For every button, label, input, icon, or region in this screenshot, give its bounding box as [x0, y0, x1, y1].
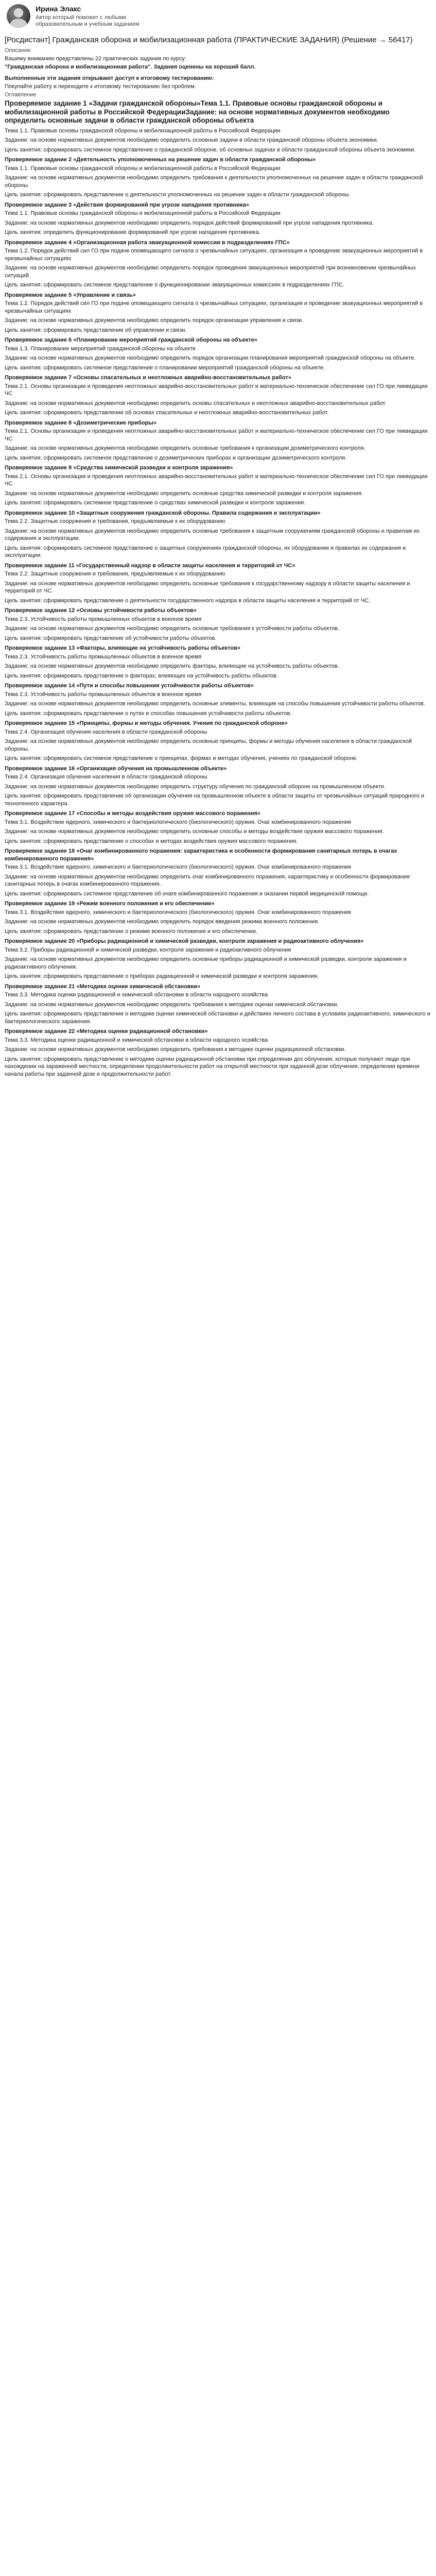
- description-paragraph: Покупайте работу и переходите к итоговому тестированию без проблем.: [5, 83, 196, 90]
- task-line: Задание: на основе нормативных документов необходимо определить основные способы и методы воздействия оружия массового поражения.: [5, 828, 384, 835]
- task-section: [5, 682, 431, 717]
- author-description: Автор который поможет с любыми образовательным и учебным заданием: [36, 14, 139, 27]
- task-line: Задание: на основе нормативных документов необходимо определить порядок введения режима военного положения.: [5, 919, 320, 925]
- description: [5, 55, 431, 90]
- task-line: Задание: на основе нормативных документов необходимо определить основные приборы радиационной и химической разведки, контроля заражения и радиоактивного облучения.: [5, 956, 407, 970]
- task-line: Тема 3.1. Воздействие ядерного, химического и бактериологического (биологического) оружия. Очаг комбинированного поражения: [5, 909, 352, 916]
- task-section: [5, 201, 431, 236]
- task-title: Проверяемое задание 2 «Деятельность уполномоченных на решение задач в области гражданской обороны»: [5, 157, 316, 163]
- task-line: Тема 2.3. Устойчивость работы промышленных объектов в военное время: [5, 691, 202, 698]
- task-title: Проверяемое задание 15 «Принципы, формы и методы обучения. Учения по гражданской обороне»: [5, 720, 288, 726]
- task-line: Задание: на основе нормативных документов необходимо определить порядок действий формирований при угрозе нападения противника.: [5, 219, 374, 226]
- task-line: Цель занятия: сформировать представление о методике оценки радиационной обстановки при определении доз облучения, которые получают люди при нахождении на зараженной местности, определении продолжительности работ на открытой местности при заданной дозе облучения, определении времени начала работы при заданной дозе и продолжительности работ.: [5, 1056, 420, 1077]
- task-line: Задание: на основе нормативных документов необходимо определить основные средства химической разведки и контроля заражения.: [5, 490, 363, 497]
- task-section: [5, 156, 431, 199]
- task-line: Задание: на основе нормативных документов необходимо определить порядок проведения эвакуационных мероприятий при возникновении чрезвычайных ситуаций.: [5, 265, 416, 279]
- task-line: Тема 2.4. Организация обучения населения в области гражданской обороны: [5, 774, 207, 780]
- task-title: Проверяемое задание 18 «Очаг комбинированного поражения: характеристика и особенности формирования санитарных потерь в очагах комбинированного поражения»: [5, 848, 397, 862]
- toc-label: Оглавление: [5, 92, 37, 98]
- task-line: Цель занятия: сформировать представление о деятельности государственного надзора в области защиты населения и территорий от ЧС.: [5, 597, 371, 604]
- task-line: Задание: на основе нормативных документов необходимо определить факторы, влияющие на устойчивость работы объектов.: [5, 663, 339, 669]
- task-line: Цель занятия: сформировать представление об устойчивости работы объектов.: [5, 635, 217, 641]
- task-section: [5, 765, 431, 808]
- task-line: Задание: на основе нормативных документов необходимо определить основные требования к организации дозиметрического контроля.: [5, 445, 365, 451]
- task-title: Проверяемое задание 9 «Средства химической разведки и контроля заражения»: [5, 465, 233, 471]
- task-line: Задание: на основе нормативных документов необходимо определить основные принципы, формы и методы обучения населения в области гражданской обороны.: [5, 738, 412, 752]
- task-line: Цель занятия: сформировать системное представление о принципах, формах и методах обучения, учениях по гражданской обороне.: [5, 755, 358, 761]
- avatar[interactable]: [7, 4, 30, 28]
- task-line: Задание: на основе нормативных документов необходимо определить основные требования к защитным сооружениям гражданской обороны и правилам их содержания и эксплуатации.: [5, 528, 420, 541]
- task-title: Проверяемое задание 13 «Факторы, влияющие на устойчивость работы объектов»: [5, 645, 240, 651]
- task-title: Проверяемое задание 10 «Защитные сооружения гражданской обороны. Правила содержания и эксплуатации»: [5, 510, 321, 516]
- task-section: [5, 645, 431, 680]
- task-line: Задание: на основе нормативных документов необходимо определить порядок организации планирования мероприятий гражданской обороны на объекте.: [5, 355, 416, 361]
- task-title: Проверяемое задание 8 «Дозиметрические приборы»: [5, 419, 156, 426]
- task-line: Цель занятия: сформировать представление о методике оценки химической обстановки и действиях личного состава в условиях радиоактивного, химического и бактериологического заражения.: [5, 1011, 430, 1025]
- task-section: [5, 562, 431, 605]
- task-section: [5, 983, 431, 1026]
- task-title: Проверяемое задание 17 «Способы и методы воздействия оружия массового поражения»: [5, 810, 261, 817]
- description-gap: [5, 72, 431, 74]
- task-line: Цель занятия: сформировать представление о деятельности уполномоченных на решение задач в области гражданской обороны.: [5, 192, 351, 198]
- task-section: [5, 810, 431, 845]
- task-line: Цель занятия: сформировать системное представление о средствах химической разведки и контроля заражения.: [5, 500, 306, 506]
- task-line: Тема 3.2. Приборы радиационной и химической разведки, контроля заражения и радиоактивного облучения: [5, 946, 291, 953]
- task-line: Задание: на основе нормативных документов необходимо определить порядок организации управления и связи.: [5, 317, 304, 324]
- task-section: [5, 292, 431, 334]
- task-line: Цель занятия: сформировать системное представление о планировании мероприятий гражданской обороны на объекте.: [5, 364, 325, 371]
- task-line: Задание: на основе нормативных документов необходимо определить требования к методике оценки химической обстановки.: [5, 1001, 339, 1008]
- task-line: Задание: на основе нормативных документов необходимо определить основные задачи в области гражданской обороны объекта экономики.: [5, 137, 378, 143]
- task-title: Проверяемое задание 19 «Режим военного положения и его обеспечение»: [5, 901, 215, 907]
- task-line: Цель занятия: сформировать представление о способах и методах воздействия оружия массового поражения.: [5, 838, 298, 844]
- task-line: Тема 3.3. Методика оценки радиационной и химической обстановки в области народного хозяйства: [5, 1037, 268, 1043]
- task-line: Задание: на основе нормативных документов необходимо определить основы спасательных и неотложных аварийно-восстановительных работ.: [5, 400, 387, 406]
- task-section: [5, 419, 431, 462]
- task-section: [5, 848, 431, 897]
- task-line: Задание: на основе нормативных документов необходимо определить структуру обучения по гражданской обороне на промышленном объекте.: [5, 783, 386, 790]
- task-section: [5, 374, 431, 417]
- task-line: Тема 2.1. Основы организации и проведения неотложных аварийно-восстановительных работ и материально-техническое обеспечение сил ГО при ликвидации ЧС: [5, 428, 428, 442]
- description-paragraph: Выполненные эти задания открывают доступ к итоговому тестированию:: [5, 75, 214, 81]
- task-title: Проверяемое задание 5 «Управление и связь»: [5, 292, 136, 298]
- description-label: Описание: [5, 47, 31, 54]
- task-line: Тема 1.1. Правовые основы гражданской обороны и мобилизационной работы в Российской Федерации: [5, 210, 281, 216]
- task-section: [5, 336, 431, 371]
- task-section: [5, 239, 431, 289]
- task-title: Проверяемое задание 14 «Пути и способы повышения устойчивости работы объектов»: [5, 683, 254, 689]
- task-line: Цель занятия: сформировать представление об организации обучения на промышленном объекте в области защиты от чрезвычайных ситуаций природного и техногенного характера.: [5, 793, 425, 807]
- task-section: [5, 607, 431, 642]
- task-line: Тема 2.4. Организация обучения населения в области гражданской обороны: [5, 728, 207, 735]
- task-line: Цель занятия: сформировать системное представление об очаге комбинированного поражения и оказании первой медицинской помощи.: [5, 890, 369, 897]
- author-header: [5, 0, 431, 34]
- task-line: Цель занятия: сформировать представление о приборах радиационной и химической разведки и контроля заражения.: [5, 973, 319, 979]
- task-section: [5, 900, 431, 935]
- task-line: Тема 2.2. Защитные сооружения и требования, предъявляемые к их оборудованию: [5, 571, 225, 577]
- task-title: Проверяемое задание 11 «Государственный надзор в области защиты населения и территорий от ЧС»: [5, 562, 295, 569]
- task-line: Тема 2.2. Защитные сооружения и требования, предъявляемые к их оборудованию: [5, 518, 225, 524]
- task-line: Тема 2.1. Основы организации и проведения неотложных аварийно-восстановительных работ и материально-техническое обеспечение сил ГО при ликвидации ЧС: [5, 473, 428, 487]
- task-line: Цель занятия: сформировать представление о путях и способах повышения устойчивости работы объектов.: [5, 710, 292, 717]
- task-title: Проверяемое задание 3 «Действия формирований при угрозе нападения противника»: [5, 201, 249, 208]
- task-line: Цель занятия: сформировать системное представление о функционировании эвакуационных комиссиях в подразделениях ГПС.: [5, 282, 344, 288]
- task-title: Проверяемое задание 6 «Планирование мероприятий гражданской обороны на объекте»: [5, 337, 257, 343]
- task-section: [5, 510, 431, 560]
- description-paragraph: Вашему вниманию представлены 22 практических задания по курсу:: [5, 56, 186, 62]
- task-line: Цель занятия: сформировать системное представление о защитных сооружениях гражданской обороны, их оборудовании и правилах их содержания и эксплуатации.: [5, 545, 406, 558]
- task-line: Цель занятия: сформировать представление о режиме военного положения и его обеспечении.: [5, 928, 258, 935]
- author-name[interactable]: Ирина Элакс: [36, 5, 81, 13]
- task-line: Тема 1.2. Порядок действий сил ГО при подаче оповещающего сигнала о чрезвычайных ситуациях, организация и проведение эвакуационных мероприятий в чрезвычайных ситуациях: [5, 300, 423, 314]
- task-line: Тема 3.1. Воздействие ядерного, химического и бактериологического (биологического) оружия. Очаг комбинированного поражения: [5, 819, 352, 825]
- task-line: Задание: на основе нормативных документов необходимо определить основные требования к устойчивости работы объектов.: [5, 625, 340, 632]
- task-line: Цель занятия: определить функционирование формирований при угрозе нападения противника.: [5, 229, 260, 235]
- task-line: Цель занятия: сформировать представление о факторах, влияющих на устойчивость работы объектов.: [5, 672, 278, 679]
- task-section: [5, 127, 431, 154]
- author-block: [36, 3, 149, 28]
- page: [0, 0, 436, 1090]
- task-line: Задание: на основе нормативных документов необходимо определить основные элементы, влияющие на способы повышения устойчивости работы объектов.: [5, 701, 425, 707]
- task-line: Цель занятия: сформировать представление об основах спасательных и неотложных аварийно-восстановительных работ.: [5, 410, 329, 416]
- task-line: Тема 1.3. Планирование мероприятий гражданской обороны на объекте: [5, 345, 196, 352]
- sections-list: [5, 127, 431, 1078]
- task-line: Цель занятия: сформировать представление об управлении и связи.: [5, 327, 187, 333]
- task-line: Тема 3.1. Воздействие ядерного, химического и бактериологического (биологического) оружия. Очаг комбинированного поражения: [5, 864, 352, 870]
- task-section: [5, 938, 431, 980]
- task-line: Задание: на основе нормативных документов необходимо определить основные требования к государственному надзору в области защиты населения и территорий от ЧС.: [5, 580, 410, 594]
- task-line: Тема 3.3. Методика оценки радиационной и химической обстановки в области народного хозяйства: [5, 992, 268, 998]
- task-section: [5, 464, 431, 507]
- task-line: Задание: на основе нормативных документов необходимо определить требования к деятельности уполномоченных на решение задач в области гражданской обороны.: [5, 175, 423, 189]
- task-title: Проверяемое задание 21 «Методика оценки химической обстановки»: [5, 983, 201, 990]
- task-section: [5, 1028, 431, 1078]
- task-line: Тема 2.3. Устойчивость работы промышленных объектов в военное время: [5, 653, 202, 660]
- page-title: [Росдистант] Гражданская оборона и мобилизационная работа (ПРАКТИЧЕСКИЕ ЗАДАНИЯ) (Решение → 56417): [5, 36, 413, 44]
- task-line: Цель занятия: сформировать системное представление о гражданской обороне, об основных задачах в области гражданской обороны объекта экономики.: [5, 146, 416, 153]
- first-topic-heading: Проверяемое задание 1 «Задачи гражданской обороны»Тема 1.1. Правовые основы гражданской обороны и мобилизационной работы в Российской ФедерацииЗадание: на основе нормативных документов необходимо определить основные задачи в области гражданской обороны объекта: [5, 99, 390, 124]
- task-section: [5, 720, 431, 762]
- task-title: Проверяемое задание 4 «Организационная работа эвакуационной комиссии в подразделениях ГПС»: [5, 239, 290, 246]
- task-line: Тема 2.1. Основы организации и проведения неотложных аварийно-восстановительных работ и материально-техническое обеспечение сил ГО при ликвидации ЧС: [5, 383, 428, 397]
- task-line: Тема 1.1. Правовые основы гражданской обороны и мобилизационной работы в Российской Федерации: [5, 165, 281, 172]
- task-line: Цель занятия: сформировать системное представление о дозиметрических приборах и организации дозиметрического контроля.: [5, 454, 347, 461]
- task-line: Задание: на основе нормативных документов необходимо определить требования к методике оценки радиационной обстановки.: [5, 1046, 346, 1053]
- task-line: Тема 1.2. Порядок действий сил ГО при подаче оповещающего сигнала о чрезвычайных ситуациях, организация и проведение эвакуационных мероприятий в чрезвычайных ситуациях: [5, 248, 423, 262]
- description-paragraph: "Гражданская оборона и мобилизационная работа". Задания оценены на хороший балл.: [5, 64, 256, 70]
- task-title: Проверяемое задание 16 «Организация обучения на промышленном объекте»: [5, 765, 227, 772]
- task-title: Проверяемое задание 20 «Приборы радиационной и химической разведки, контроля заражения и радиоактивного облучения»: [5, 938, 364, 944]
- task-line: Тема 1.1. Правовые основы гражданской обороны и мобилизационной работы в Российской Федерации: [5, 127, 281, 134]
- task-title: Проверяемое задание 22 «Методика оценки радиационной обстановки»: [5, 1028, 208, 1035]
- task-line: Тема 2.3. Устойчивость работы промышленных объектов в военное время: [5, 616, 202, 622]
- task-title: Проверяемое задание 7 «Основы спасательных и неотложных аварийно-восстановительных работ»: [5, 375, 291, 381]
- task-line: Задание: на основе нормативных документов необходимо определить очаг комбинированного поражения, характеристику и особенности формирования санитарных потерь в очагах комбинированного поражения.: [5, 873, 410, 887]
- task-title: Проверяемое задание 12 «Основы устойчивости работы объектов»: [5, 607, 197, 614]
